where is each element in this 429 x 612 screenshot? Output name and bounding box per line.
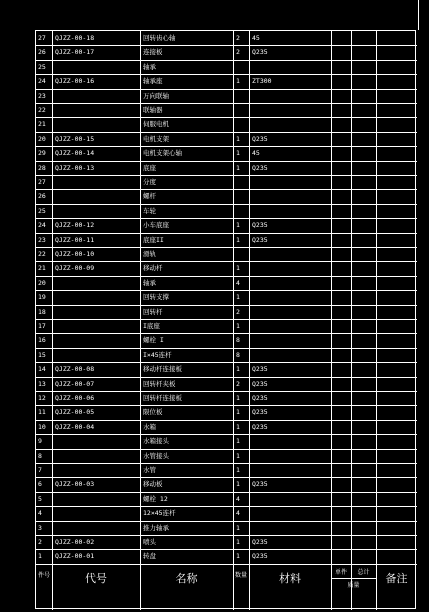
name-cell: 移动杆 [143,264,163,273]
code-cell: QJZZ-00-09 [55,264,95,273]
seq-cell: 27 [38,178,46,186]
row-divider [36,405,417,406]
name-cell: 小车底座 [143,221,169,230]
name-cell: I底座 [143,322,160,330]
header-remark: 备注 [385,571,408,585]
name-cell: 回转杆连接板 [143,394,182,402]
name-cell: 螺栓 12 [143,494,168,503]
row-divider [36,506,417,507]
code-cell: QJZZ-00-15 [55,134,95,143]
qty-cell: 1 [236,480,240,489]
seq-cell: 18 [38,307,46,316]
qty-cell: 1 [236,264,240,273]
name-cell: 联轴器 [143,106,163,114]
seq-cell: 8 [38,451,42,460]
qty-cell: 2 [236,48,240,57]
row-divider [36,175,417,176]
qty-cell: 1 [236,466,240,474]
code-cell: QJZZ-00-13 [55,163,95,172]
name-cell: 回转支撑 [143,293,169,302]
row-divider [36,377,417,378]
material-cell: Q235 [252,480,268,489]
seq-cell: 13 [38,379,46,388]
header-qty: 数量 [234,571,247,579]
row-divider [36,204,417,205]
qty-cell: 1 [236,163,240,172]
code-cell: QJZZ-00-11 [55,235,95,244]
name-cell: 水管 [143,466,156,474]
name-cell: 电机支架 [143,134,169,143]
seq-cell: 6 [38,480,42,489]
qty-cell: 2 [236,379,240,388]
seq-cell: 17 [38,322,46,330]
row-divider [36,549,417,550]
header-seq: 件号 [37,571,50,579]
row-divider [36,463,417,464]
row-divider [36,103,417,104]
qty-cell: 1 [236,408,240,417]
row-divider [36,45,417,46]
name-cell: 回转齿心轴 [143,34,176,42]
qty-cell: 1 [236,293,240,302]
code-cell: QJZZ-00-06 [55,394,95,402]
seq-cell: 14 [38,365,46,374]
qty-cell: 1 [236,77,240,86]
material-cell: Q235 [252,394,268,402]
row-divider [36,276,417,277]
row-divider [36,117,417,118]
name-cell: 底座 [143,163,156,172]
name-cell: 推力轴承 [143,523,169,532]
qty-cell: 1 [236,394,240,402]
name-cell: 万向联轴 [143,91,169,100]
seq-cell: 26 [38,192,46,201]
material-cell: Q235 [252,379,268,388]
code-cell: QJZZ-00-01 [55,552,95,561]
qty-cell: 1 [236,134,240,143]
qty-cell: 2 [236,307,240,316]
material-cell: 45 [252,149,260,158]
row-divider [36,521,417,522]
seq-cell: 4 [38,509,42,518]
row-divider [36,420,417,421]
row-divider [36,290,417,291]
material-cell: Q235 [252,235,268,244]
seq-cell: 29 [38,149,46,158]
name-cell: 移动板 [143,480,163,489]
seq-cell: 21 [38,264,46,273]
code-cell: QJZZ-00-07 [55,379,95,388]
qty-cell: 1 [236,451,240,460]
name-cell: 车轮 [143,206,156,215]
qty-cell: 1 [236,538,240,546]
qty-cell: 1 [236,437,240,446]
seq-cell: 28 [38,163,46,172]
header-name: 名称 [175,571,198,585]
seq-cell: 15 [38,350,46,359]
code-cell: QJZZ-00-02 [55,538,95,546]
row-divider [36,319,417,320]
material-cell: Q235 [252,134,268,143]
code-cell: QJZZ-00-10 [55,250,95,258]
row-divider [36,132,417,133]
seq-cell: 23 [38,235,46,244]
qty-cell: 1 [236,365,240,374]
name-cell: 12×45连杆 [143,509,176,518]
name-cell: 连接板 [143,48,163,57]
material-cell: 45 [252,34,260,42]
qty-cell: 1 [236,322,240,330]
name-cell: 螺杆 [143,192,156,201]
bill-of-materials-table [35,30,416,609]
qty-cell: 1 [236,523,240,532]
row-divider [36,391,417,392]
seq-cell: 26 [38,48,46,57]
row-divider [36,218,417,219]
row-divider [36,233,417,234]
name-cell: 回转杆 [143,307,163,316]
name-cell: 水箱接头 [143,437,169,446]
row-divider [36,60,417,61]
seq-cell: 16 [38,336,46,345]
qty-cell: 1 [236,221,240,230]
name-cell: 底座II [143,235,164,244]
material-cell: Q235 [252,163,268,172]
name-cell: 轴承 [143,278,156,287]
material-cell: Q235 [252,365,268,374]
code-cell: QJZZ-00-03 [55,480,95,489]
seq-cell: 7 [38,466,42,474]
row-divider [36,434,417,435]
qty-cell: 8 [236,350,240,359]
name-cell: I×45连杆 [143,350,172,359]
name-cell: 分度 [143,178,156,186]
header-weight: 质量 [347,581,360,589]
name-cell: 水箱 [143,422,156,431]
name-cell: 轴承座 [143,77,163,86]
seq-cell: 20 [38,134,46,143]
code-cell: QJZZ-00-08 [55,365,95,374]
seq-cell: 27 [38,34,46,42]
seq-cell: 24 [38,77,46,86]
seq-cell: 22 [38,250,46,258]
row-divider [36,189,417,190]
row-divider [36,333,417,334]
qty-cell: 4 [236,494,240,503]
seq-cell: 25 [38,206,46,215]
row-divider [36,161,417,162]
name-cell: 转盘 [143,552,156,561]
name-cell: 螺栓 I [143,336,164,345]
qty-cell: 1 [236,422,240,431]
code-cell: QJZZ-00-05 [55,408,95,417]
name-cell: 水管接头 [143,451,169,460]
code-cell: QJZZ-00-16 [55,77,95,86]
seq-cell: 10 [38,422,46,431]
row-divider [36,449,417,450]
seq-cell: 25 [38,62,46,71]
row-divider [36,477,417,478]
weight-subdivider [331,578,376,579]
name-cell: 喷头 [143,538,156,546]
qty-cell: 1 [236,235,240,244]
row-divider [36,74,417,75]
row-divider [36,492,417,493]
material-cell: Q235 [252,552,268,561]
name-cell: 移动杆连接板 [143,365,182,374]
row-divider [36,146,417,147]
qty-cell: 1 [236,149,240,158]
seq-cell: 19 [38,293,46,302]
material-cell: Q235 [252,48,268,57]
qty-cell: 8 [236,336,240,345]
name-cell: 伺服电机 [143,120,169,129]
material-cell: Q235 [252,538,268,546]
row-divider [36,362,417,363]
row-divider [36,348,417,349]
header-material: 材料 [279,571,301,585]
seq-cell: 22 [38,106,46,114]
seq-cell: 9 [38,437,42,446]
code-cell: QJZZ-00-18 [55,34,95,42]
seq-cell: 12 [38,394,46,402]
code-cell: QJZZ-00-12 [55,221,95,230]
material-cell: Q235 [252,422,268,431]
seq-cell: 2 [38,538,42,546]
material-cell: Q235 [252,408,268,417]
row-divider [36,247,417,248]
seq-cell: 11 [38,408,46,417]
seq-cell: 1 [38,552,42,561]
name-cell: 轴承 [143,62,156,71]
code-cell: QJZZ-00-14 [55,149,95,158]
frame-edge-line [418,0,419,30]
name-cell: 滑轨 [143,250,156,258]
name-cell: 回转杆夹板 [143,379,176,388]
row-divider [36,564,417,565]
header-unit-weight: 单件 [334,568,347,576]
code-cell: QJZZ-00-17 [55,48,95,57]
row-divider [36,535,417,536]
header-total-weight: 总计 [357,568,370,576]
header-code: 代号 [85,571,107,585]
row-divider [36,89,417,90]
qty-cell: 2 [236,34,240,42]
seq-cell: 23 [38,91,46,100]
qty-cell: 4 [236,278,240,287]
row-divider [36,261,417,262]
row-divider [36,305,417,306]
material-cell: Q235 [252,221,268,230]
code-cell: QJZZ-00-04 [55,422,95,431]
seq-cell: 5 [38,494,42,503]
seq-cell: 3 [38,523,42,532]
material-cell: ZT300 [252,77,272,86]
seq-cell: 20 [38,278,46,287]
qty-cell: 1 [236,552,240,561]
name-cell: 电机支架心轴 [143,149,182,158]
seq-cell: 21 [38,120,46,129]
seq-cell: 24 [38,221,46,230]
name-cell: 限位板 [143,408,163,417]
qty-cell: 4 [236,509,240,518]
